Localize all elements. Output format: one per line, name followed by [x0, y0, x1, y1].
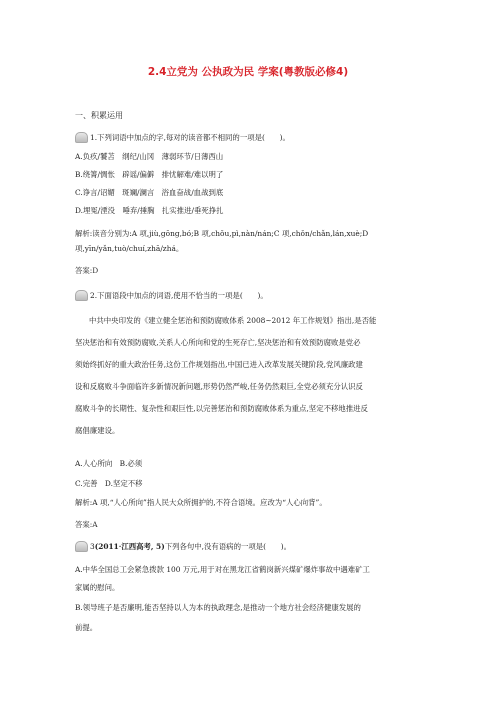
question-marker-icon: [75, 132, 88, 143]
q3-option-a-line1: A.中华全国总工会紧急拨款 100 万元,用于对在黑龙江省鹤岗新兴煤矿爆炸事故中遇难矿工: [75, 565, 370, 574]
q2-passage-line5: 腐败斗争的长期性、复杂性和艰巨性,以完善惩治和预防腐败体系为重点,坚定不移地推进反: [75, 404, 368, 413]
q1-option-d: D.埋冤/湮没 唾弃/捶胸 扎实推进/垂死挣扎: [75, 206, 224, 215]
question-1-stem: 1.下列词语中加点的字,每对的读音都不相同的一项是( )。: [75, 132, 290, 143]
q1-option-c: C.诤言/诏媚 斑斓/澜言 浴血奋战/血战到底: [75, 188, 224, 197]
q2-passage-line3: 须始终抓好的重大政治任务,这份工作规划指出,中国已进入改革发展关键阶段,党风廉政建: [75, 360, 363, 369]
q3-option-b-line1: B.领导班子是否廉明,能否坚持以人为本的执政理念,是推动一个地方社会经济健康发展的: [75, 603, 361, 612]
q1-option-a: A.负疚/饕苫 纲纪/山冈 薄弱环节/日薄西山: [75, 152, 224, 161]
q2-options-ab: A.人心所向 B.必须: [75, 459, 143, 468]
q3-source: (2011·江西高考, 5): [94, 542, 165, 551]
q1-analysis-line1: 解析:读音分别为:A 项,jiù,gōng,bó;B 项,chǒu,pì,nàn/nán;C 项,chǒn/chǎn,lán,xuè;D: [75, 229, 369, 238]
q1-answer: 答案:D: [75, 266, 99, 275]
q1-analysis-line2: 项,yīn/yǎn,tuò/chuí,zhā/zhá。: [75, 244, 184, 253]
q2-analysis: 解析:A 项,“人心所向”指人民大众所拥护的,不符合语境。应改为“人心向背”。: [75, 498, 327, 507]
section-heading: 一、积累运用: [75, 111, 123, 120]
question-3-stem: 3 (2011·江西高考, 5) 下列各句中,没有语病的一项是( )。: [75, 541, 291, 552]
question-2-stem: 2.下面语段中加点的词语,使用不恰当的一项是( )。: [75, 290, 268, 301]
q2-passage-line2: 坚决惩治和有效预防腐败,关系人心所向和党的生死存亡,坚决惩治和有效预防腐败是党必: [75, 338, 361, 347]
q3-option-b-line2: 前提。: [75, 623, 98, 632]
q1-option-b: B.绕箐/惆怅 辟谣/偏僻 排忧解难/难以明了: [75, 170, 224, 179]
q3-option-a-line2: 家属的慰问。: [75, 583, 120, 592]
q2-answer: 答案:A: [75, 520, 98, 529]
question-marker-icon: [75, 290, 88, 301]
question-marker-icon: [75, 541, 88, 552]
q2-options-cd: C.完善 D.坚定不移: [75, 479, 143, 488]
page-title: 2.4立党为 公执政为民 学案(粤教版必修4): [147, 66, 349, 78]
q2-passage-line1: 中共中央印发的《建立健全惩治和预防腐败体系 2008~2012 年工作规划》指出,是否能: [89, 316, 377, 325]
q2-passage-line4: 设和反腐败斗争面临许多新情况新问题,形势仍然严峻,任务仍然艰巨,全党必须充分认识反: [75, 382, 363, 391]
q2-passage-line6: 腐倡廉建设。: [75, 426, 120, 435]
